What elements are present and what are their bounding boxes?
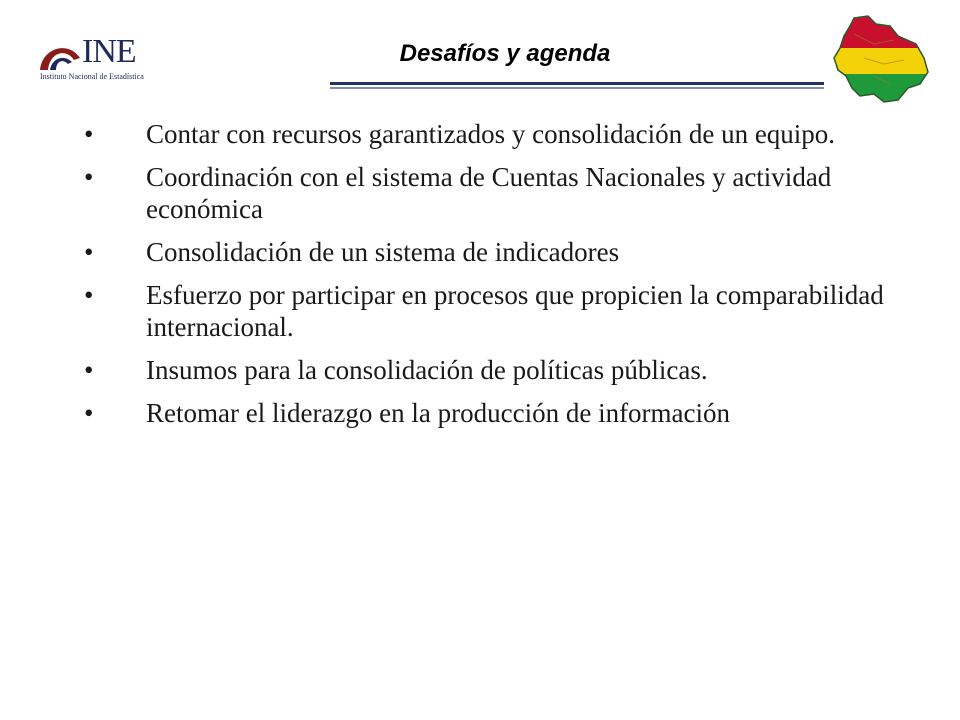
bullet-marker: • bbox=[84, 119, 94, 149]
bullet-text: Insumos para la consolidación de políticas públicas. bbox=[146, 355, 708, 385]
bullet-list bbox=[76, 118, 916, 440]
bolivia-flag-map-icon bbox=[824, 14, 932, 106]
bullet-marker: • bbox=[84, 355, 94, 385]
ine-logo bbox=[38, 33, 178, 86]
bullet-text: Coordinación con el sistema de Cuentas Nacionales y actividad económica bbox=[146, 162, 832, 224]
list-item bbox=[76, 161, 916, 225]
list-item bbox=[76, 354, 916, 386]
bullet-text: Esfuerzo por participar en procesos que propicien la comparabilidad internacional. bbox=[146, 280, 884, 342]
bullet-marker: • bbox=[84, 162, 94, 192]
bullet-marker: • bbox=[84, 398, 94, 428]
list-item bbox=[76, 236, 916, 268]
logo-text: INE bbox=[82, 33, 136, 70]
list-item bbox=[76, 397, 916, 429]
bullet-marker: • bbox=[84, 237, 94, 267]
bullet-marker: • bbox=[84, 280, 94, 310]
bullet-text: Consolidación de un sistema de indicadores bbox=[146, 237, 620, 267]
title-underline bbox=[330, 82, 824, 90]
page-title: Desafíos y agenda bbox=[399, 40, 611, 67]
list-item bbox=[76, 118, 916, 150]
bullet-text: Contar con recursos garantizados y consolidación de un equipo. bbox=[146, 119, 836, 149]
list-item bbox=[76, 279, 916, 343]
logo-subtitle: Instituto Nacional de Estadística bbox=[40, 72, 144, 81]
bullet-text: Retomar el liderazgo en la producción de información bbox=[146, 398, 731, 428]
ine-arc-logo-icon bbox=[38, 38, 82, 72]
